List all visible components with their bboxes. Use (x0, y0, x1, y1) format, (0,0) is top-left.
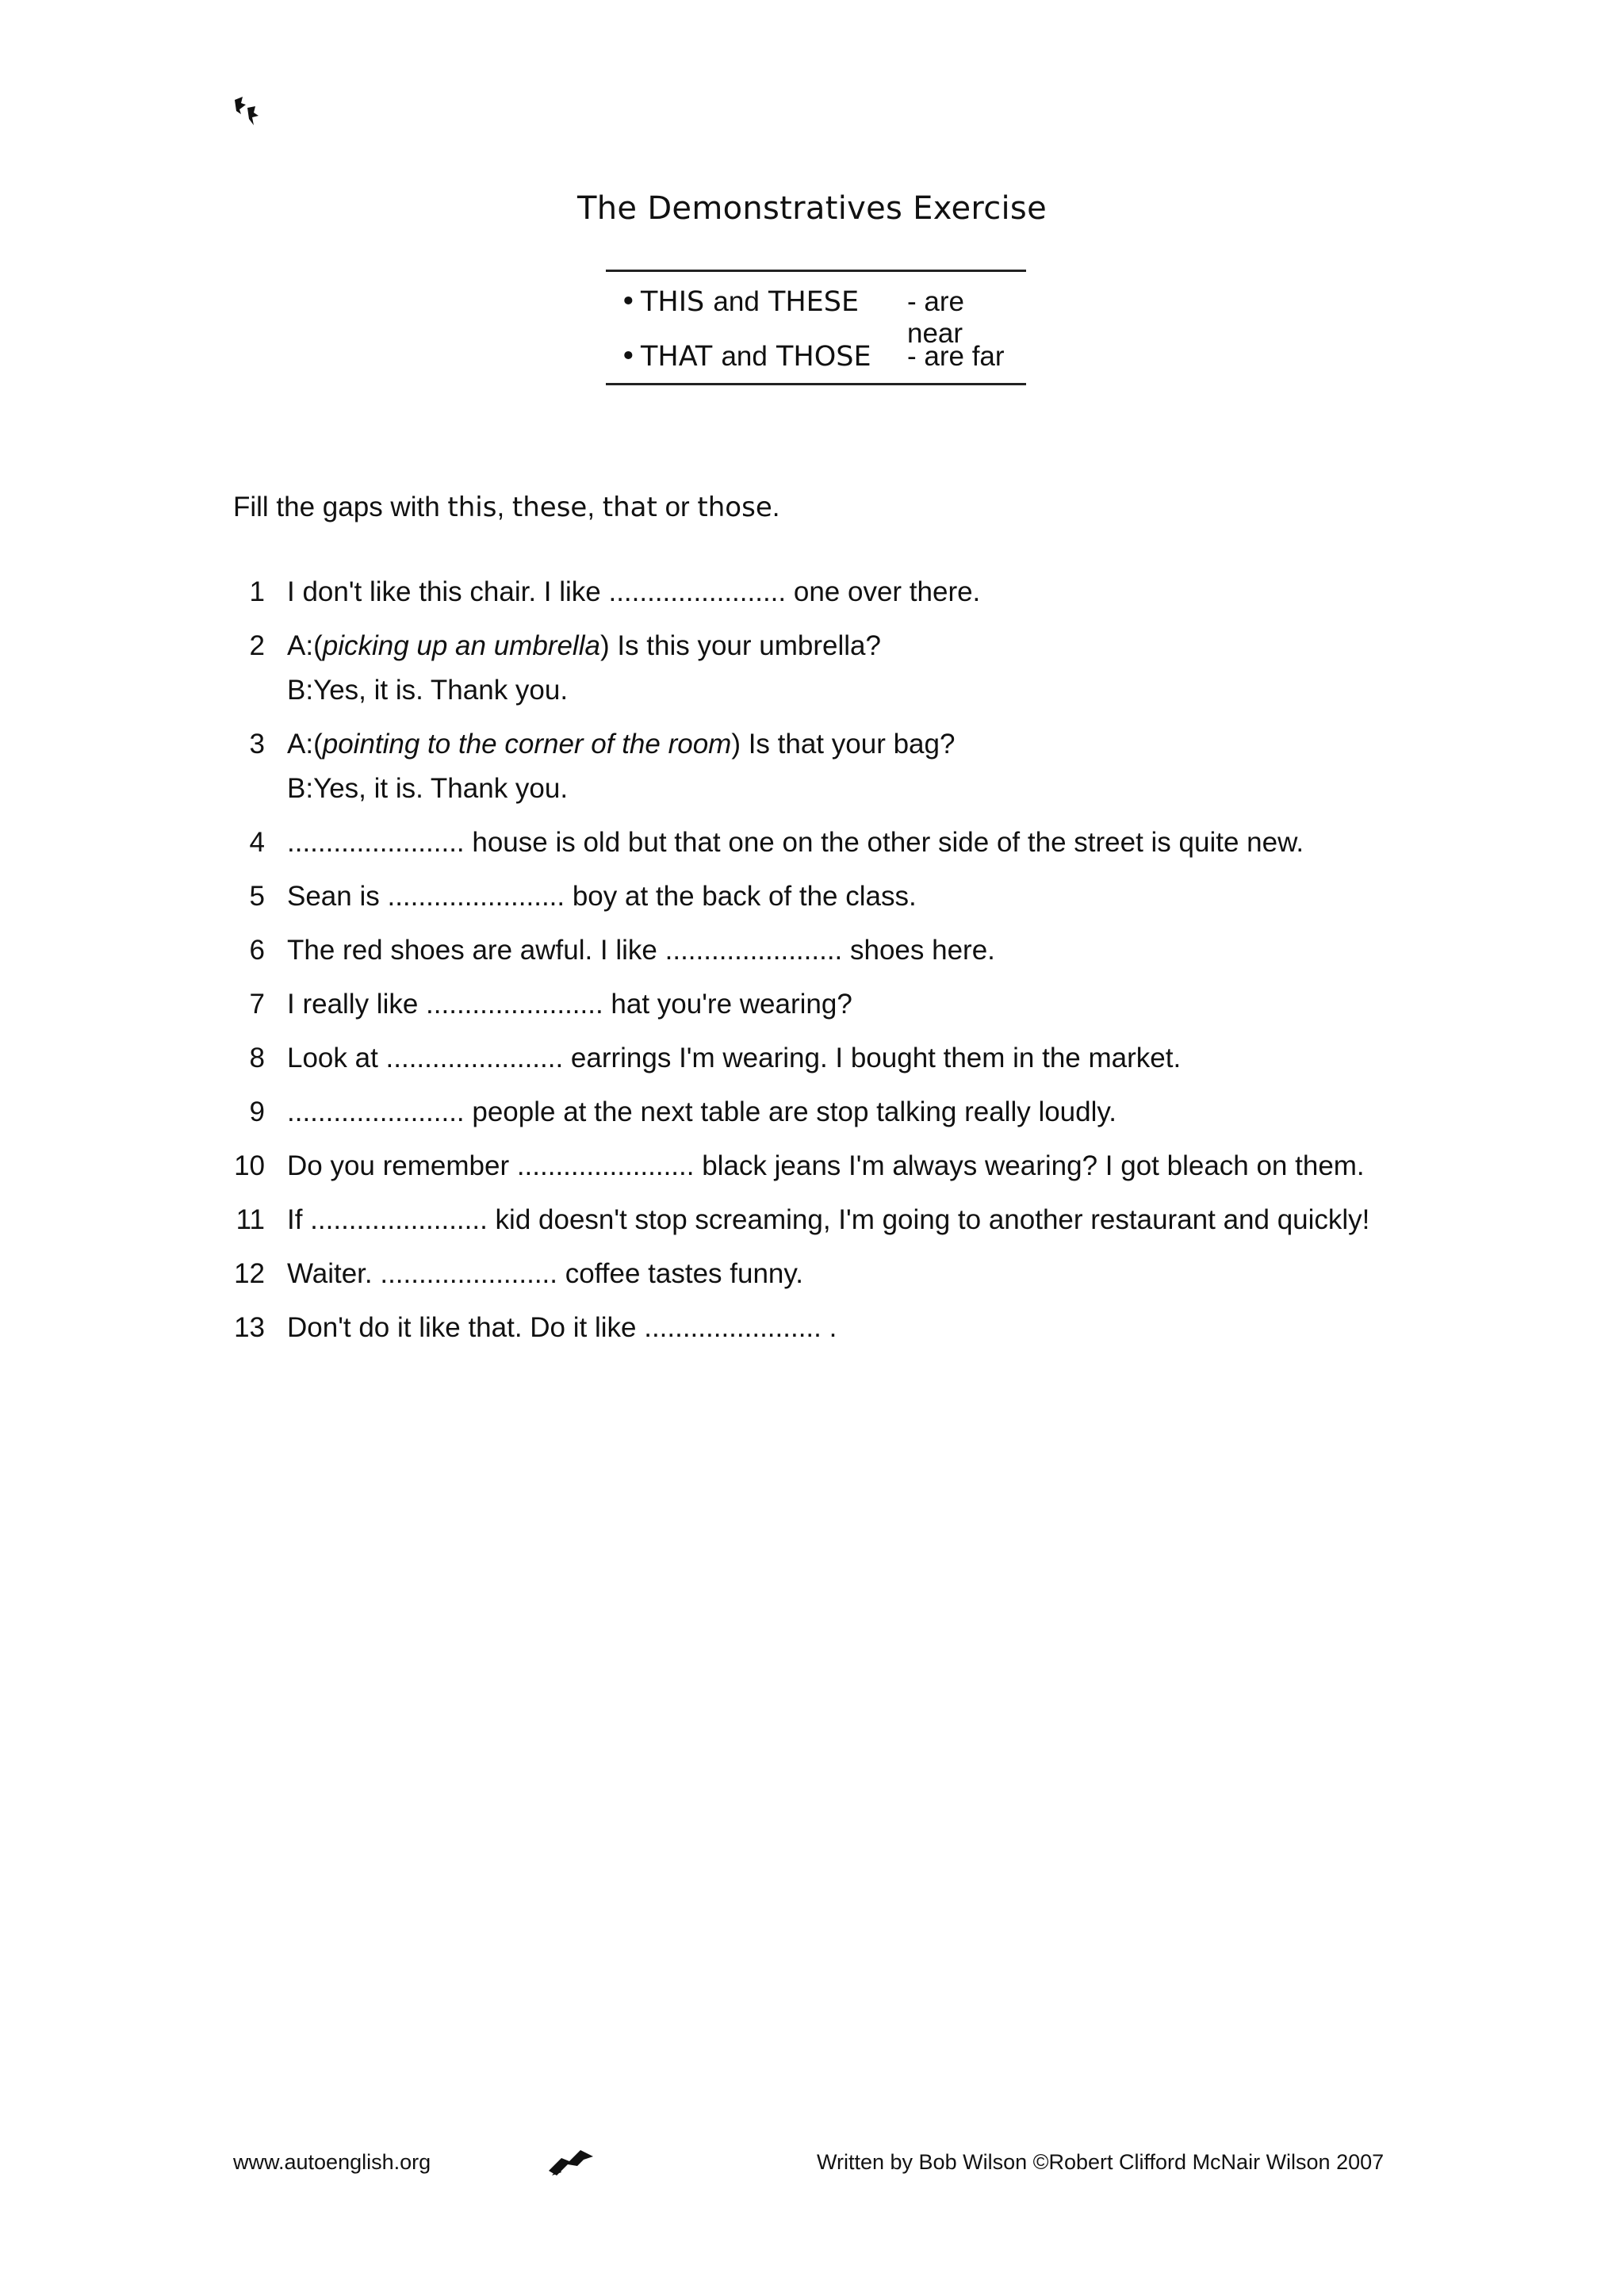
autoenglish-logo-icon (230, 94, 270, 133)
answer-line: B:Yes, it is. Thank you. (287, 773, 569, 804)
bullet: • (620, 286, 637, 318)
exercise-item (230, 1256, 1419, 1292)
exercise-text: The red shoes are awful. I like ....................... shoes here. (287, 935, 995, 966)
footer-website: www.autoenglish.org (233, 2150, 431, 2174)
exercise-number: 2 (249, 630, 265, 661)
instruction (233, 492, 779, 523)
rule-description: - are near (907, 286, 964, 349)
exercise-item (230, 726, 1419, 807)
exercise-item (230, 1040, 1419, 1077)
exercise-number: 9 (249, 1096, 265, 1127)
exercise-item (230, 825, 1419, 861)
rule-word: THESE (768, 286, 860, 318)
exercise-number: 4 (249, 827, 265, 858)
exercise-number: 13 (234, 1312, 265, 1343)
exercise-item (230, 1310, 1419, 1346)
rule-and: and (721, 341, 768, 372)
autoenglish-footer-logo-icon (546, 2144, 598, 2179)
instruction-text: Fill the gaps with (233, 492, 448, 522)
stage-direction: picking up an umbrella (322, 630, 600, 661)
rule-far (620, 341, 1025, 373)
keyword-those: those (697, 492, 772, 523)
page-title: The Demonstratives Exercise (577, 190, 1047, 227)
rule-word: THAT (641, 341, 713, 373)
exercise-item (230, 932, 1419, 969)
exercise-item (230, 878, 1419, 915)
keyword-that: that (602, 492, 657, 523)
exercise-text: Waiter. ....................... coffee tastes funny. (287, 1258, 804, 1289)
exercise-item (230, 1202, 1419, 1238)
answer-line: B:Yes, it is. Thank you. (287, 675, 569, 706)
exercise-number: 6 (249, 935, 265, 966)
rule-near (620, 286, 1025, 349)
exercise-number: 12 (234, 1258, 265, 1289)
exercise-item (230, 628, 1419, 709)
rule-and: and (713, 286, 760, 317)
footer-credit: Written by Bob Wilson ©Robert Clifford McNair Wilson 2007 (817, 2150, 1385, 2174)
question-text: ) Is that your bag? (731, 729, 956, 760)
rule-word: THIS (641, 286, 705, 318)
keyword-this: this (447, 492, 497, 523)
exercise-item (230, 986, 1419, 1023)
exercise-text: I really like ....................... hat you're wearing? (287, 989, 852, 1020)
bullet: • (620, 341, 637, 373)
separator-or: or (657, 492, 698, 522)
exercise-text: Don't do it like that. Do it like ....................... . (287, 1312, 837, 1343)
exercise-text: ....................... house is old but that one on the other side of the street is quite new. (287, 827, 1304, 858)
speaker-a: A:( (287, 630, 323, 661)
separator: , (496, 492, 512, 522)
exercise-text (287, 726, 1419, 763)
exercise-text: I don't like this chair. I like ....................... one over there. (287, 576, 981, 607)
rule-word: THOSE (776, 341, 871, 373)
stage-direction: pointing to the corner of the room (322, 729, 732, 760)
exercise-list (230, 574, 1419, 1364)
exercise-number: 5 (249, 881, 265, 912)
exercise-text (287, 628, 1419, 664)
exercise-number: 7 (249, 989, 265, 1020)
exercise-number: 1 (249, 576, 265, 607)
exercise-item (230, 574, 1419, 610)
exercise-text: Look at ....................... earrings I'm wearing. I bought them in the market. (287, 1043, 1182, 1073)
exercise-text: Sean is ....................... boy at the back of the class. (287, 881, 917, 912)
separator: , (587, 492, 603, 522)
exercise-text: If ....................... kid doesn't stop screaming, I'm going to another restaurant and quickly! (287, 1204, 1370, 1235)
rules-box (606, 270, 1026, 385)
keyword-these: these (511, 492, 588, 523)
exercise-text: ....................... people at the next table are stop talking really loudly. (287, 1096, 1117, 1127)
exercise-number: 10 (234, 1150, 265, 1181)
period: . (772, 492, 780, 522)
exercise-number: 8 (249, 1043, 265, 1073)
rule-description: - are far (907, 341, 1005, 372)
speaker-a: A:( (287, 729, 323, 760)
exercise-item (230, 1094, 1419, 1131)
exercise-item (230, 1148, 1419, 1184)
exercise-number: 3 (249, 729, 265, 760)
exercise-number: 11 (236, 1204, 265, 1235)
question-text: ) Is this your umbrella? (599, 630, 881, 661)
exercise-text: Do you remember ....................... black jeans I'm always wearing? I got bleach on them. (287, 1150, 1365, 1181)
